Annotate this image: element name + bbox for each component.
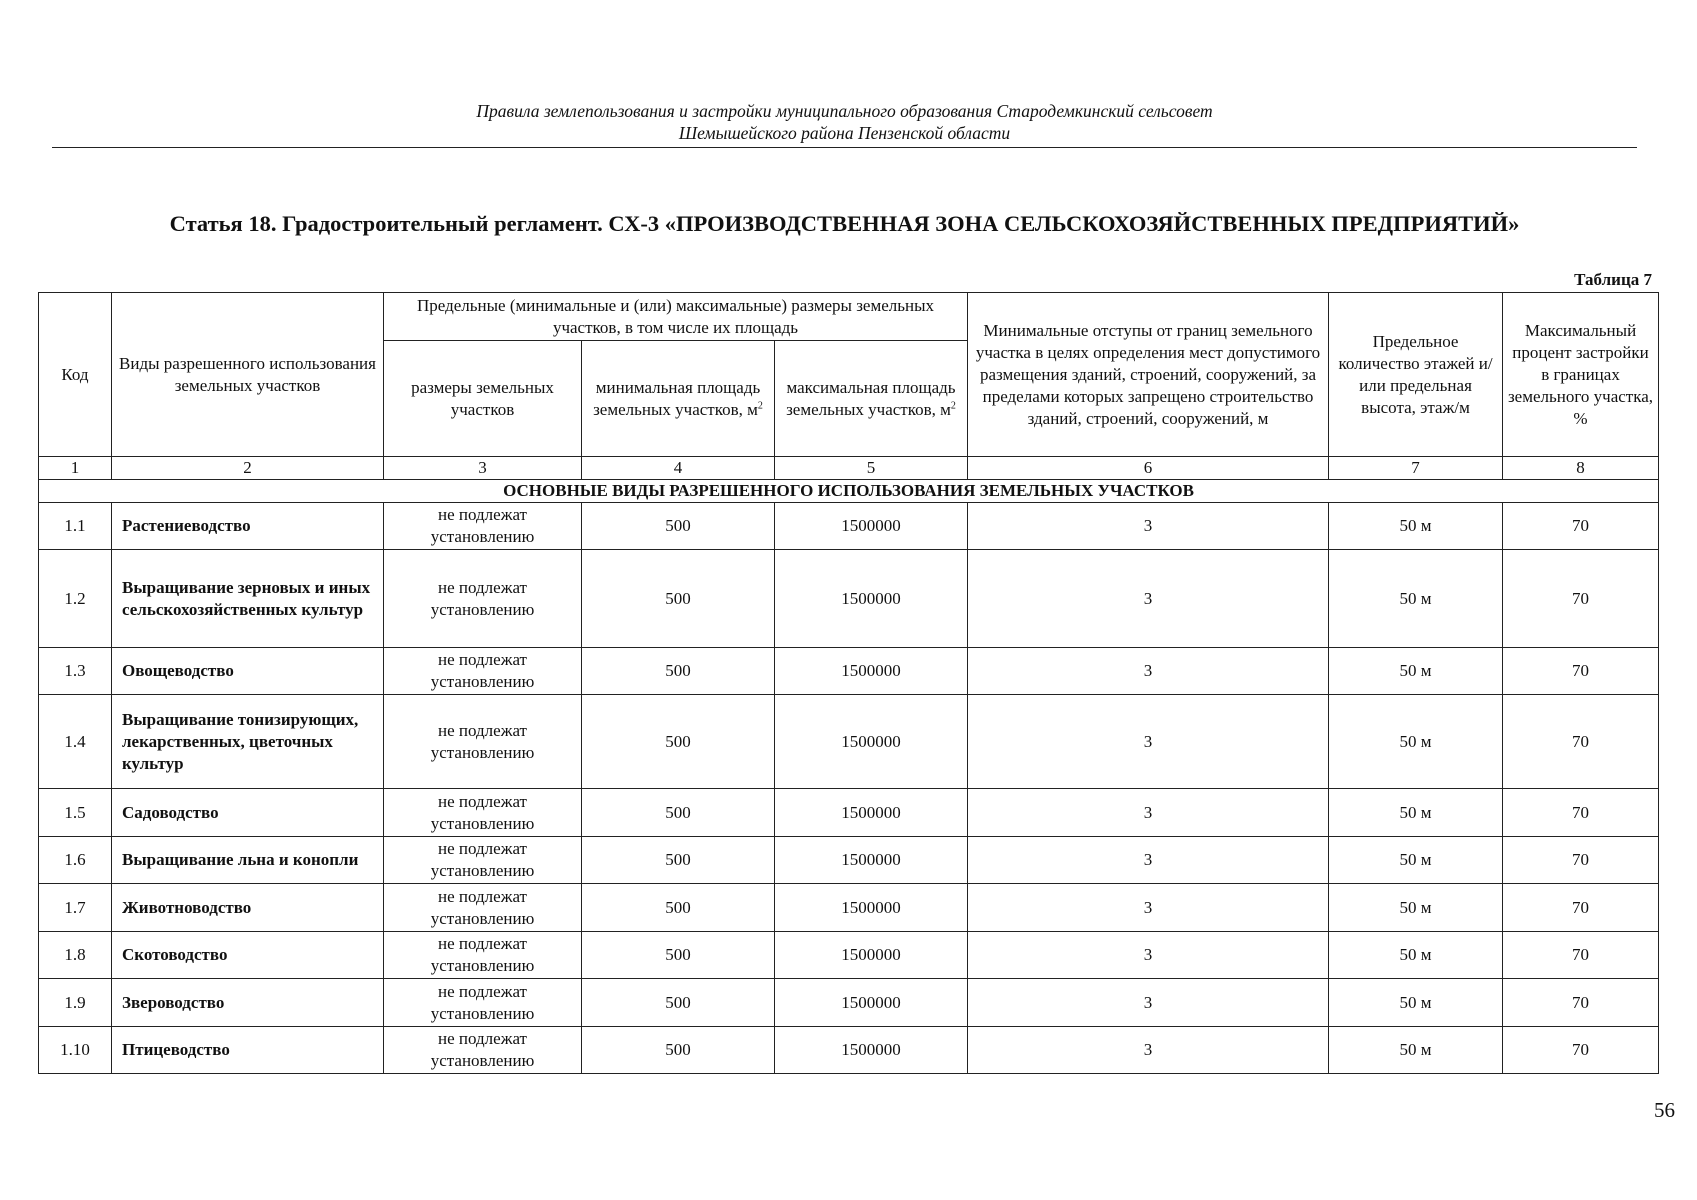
- row-setback: 3: [968, 503, 1329, 550]
- row-min-area: 500: [582, 837, 775, 884]
- row-sizes: не подлежат установлению: [384, 648, 582, 695]
- running-header-line-2: Шемышейского района Пензенской области: [678, 123, 1011, 143]
- row-max-area: 1500000: [775, 932, 968, 979]
- row-max-area: 1500000: [775, 648, 968, 695]
- row-name: Скотоводство: [112, 932, 384, 979]
- row-coverage: 70: [1503, 1027, 1659, 1074]
- column-number: 4: [582, 457, 775, 480]
- row-code: 1.6: [39, 837, 112, 884]
- header-max-area: [775, 341, 968, 457]
- row-sizes: не подлежат установлению: [384, 503, 582, 550]
- row-code: 1.4: [39, 695, 112, 789]
- running-header: [52, 100, 1637, 144]
- row-name: Звероводство: [112, 979, 384, 1027]
- row-code: 1.9: [39, 979, 112, 1027]
- row-setback: 3: [968, 550, 1329, 648]
- row-max-area: 1500000: [775, 837, 968, 884]
- row-code: 1.8: [39, 932, 112, 979]
- row-name: Выращивание льна и конопли: [112, 837, 384, 884]
- row-max-area: 1500000: [775, 884, 968, 932]
- header-row-1: [39, 293, 1659, 341]
- header-max-area-text: максимальная площадь земельных участков, м: [786, 377, 956, 419]
- table-row: [39, 884, 1659, 932]
- row-name: Выращивание тонизирующих, лекарственных, цветочных культур: [112, 695, 384, 789]
- row-sizes: не подлежат установлению: [384, 884, 582, 932]
- area-unit-superscript: 2: [950, 399, 956, 411]
- row-coverage: 70: [1503, 884, 1659, 932]
- row-setback: 3: [968, 932, 1329, 979]
- column-number: 3: [384, 457, 582, 480]
- row-sizes: не подлежат установлению: [384, 932, 582, 979]
- row-min-area: 500: [582, 648, 775, 695]
- row-setback: 3: [968, 789, 1329, 837]
- header-plot-sizes: размеры земельных участков: [384, 341, 582, 457]
- row-sizes: не подлежат установлению: [384, 1027, 582, 1074]
- table-row: [39, 837, 1659, 884]
- row-min-area: 500: [582, 884, 775, 932]
- row-sizes: не подлежат установлению: [384, 979, 582, 1027]
- row-setback: 3: [968, 695, 1329, 789]
- row-name: Выращивание зерновых и иных сельскохозяйственных культур: [112, 550, 384, 648]
- header-setbacks: Минимальные отступы от границ земельного участка в целях определения мест допустимого размещения зданий, строений, сооружений, за пределами которых запрещено строительство зданий, строений, сооружений, м: [968, 293, 1329, 457]
- row-code: 1.3: [39, 648, 112, 695]
- row-min-area: 500: [582, 932, 775, 979]
- row-max-area: 1500000: [775, 979, 968, 1027]
- table-row: [39, 503, 1659, 550]
- section-title: ОСНОВНЫЕ ВИДЫ РАЗРЕШЕННОГО ИСПОЛЬЗОВАНИЯ ЗЕМЕЛЬНЫХ УЧАСТКОВ: [39, 480, 1659, 503]
- row-min-area: 500: [582, 789, 775, 837]
- row-setback: 3: [968, 648, 1329, 695]
- section-row: [39, 480, 1659, 503]
- running-header-line-1: Правила землепользования и застройки муниципального образования Стародемкинский сельсовет: [476, 101, 1213, 121]
- table-row: [39, 932, 1659, 979]
- column-number: 8: [1503, 457, 1659, 480]
- table-row: [39, 550, 1659, 648]
- row-setback: 3: [968, 979, 1329, 1027]
- row-min-area: 500: [582, 695, 775, 789]
- row-floors: 50 м: [1329, 550, 1503, 648]
- column-number: 1: [39, 457, 112, 480]
- row-setback: 3: [968, 837, 1329, 884]
- column-number: 7: [1329, 457, 1503, 480]
- row-min-area: 500: [582, 503, 775, 550]
- row-coverage: 70: [1503, 837, 1659, 884]
- row-sizes: не подлежат установлению: [384, 550, 582, 648]
- row-code: 1.1: [39, 503, 112, 550]
- row-coverage: 70: [1503, 503, 1659, 550]
- column-number: 2: [112, 457, 384, 480]
- row-sizes: не подлежат установлению: [384, 695, 582, 789]
- row-floors: 50 м: [1329, 884, 1503, 932]
- row-max-area: 1500000: [775, 1027, 968, 1074]
- regulation-table: [38, 292, 1659, 1074]
- row-name: Растениеводство: [112, 503, 384, 550]
- table-row: [39, 648, 1659, 695]
- row-code: 1.5: [39, 789, 112, 837]
- column-number: 5: [775, 457, 968, 480]
- table-row: [39, 695, 1659, 789]
- row-floors: 50 м: [1329, 979, 1503, 1027]
- row-coverage: 70: [1503, 932, 1659, 979]
- row-floors: 50 м: [1329, 932, 1503, 979]
- row-setback: 3: [968, 1027, 1329, 1074]
- header-coverage: Максимальный процент застройки в границах земельного участка, %: [1503, 293, 1659, 457]
- row-floors: 50 м: [1329, 503, 1503, 550]
- header-divider: [52, 147, 1637, 148]
- row-floors: 50 м: [1329, 837, 1503, 884]
- row-max-area: 1500000: [775, 503, 968, 550]
- row-code: 1.2: [39, 550, 112, 648]
- row-max-area: 1500000: [775, 695, 968, 789]
- row-max-area: 1500000: [775, 789, 968, 837]
- row-name: Овощеводство: [112, 648, 384, 695]
- row-sizes: не подлежат установлению: [384, 837, 582, 884]
- row-min-area: 500: [582, 550, 775, 648]
- page-number: 56: [1654, 1098, 1675, 1122]
- column-number: 6: [968, 457, 1329, 480]
- article-title: Статья 18. Градостроительный регламент. СХ-3 «ПРОИЗВОДСТВЕННАЯ ЗОНА СЕЛЬСКОХОЗЯЙСТВЕННЫХ ПРЕДПРИЯТИЙ»: [169, 211, 1520, 236]
- table-label: Таблица 7: [1574, 270, 1652, 289]
- column-number-row: [39, 457, 1659, 480]
- row-max-area: 1500000: [775, 550, 968, 648]
- row-floors: 50 м: [1329, 1027, 1503, 1074]
- row-code: 1.10: [39, 1027, 112, 1074]
- row-name: Птицеводство: [112, 1027, 384, 1074]
- area-unit-superscript: 2: [757, 399, 763, 411]
- row-coverage: 70: [1503, 695, 1659, 789]
- row-floors: 50 м: [1329, 648, 1503, 695]
- table-row: [39, 979, 1659, 1027]
- row-name: Животноводство: [112, 884, 384, 932]
- header-use-types: Виды разрешенного использования земельных участков: [112, 293, 384, 457]
- header-floors: Предельное количество этажей и/или предельная высота, этаж/м: [1329, 293, 1503, 457]
- header-plot-limits-group: Предельные (минимальные и (или) максимальные) размеры земельных участков, в том числе их площадь: [384, 293, 968, 341]
- row-coverage: 70: [1503, 648, 1659, 695]
- table-row: [39, 789, 1659, 837]
- row-coverage: 70: [1503, 789, 1659, 837]
- row-min-area: 500: [582, 1027, 775, 1074]
- row-coverage: 70: [1503, 550, 1659, 648]
- row-sizes: не подлежат установлению: [384, 789, 582, 837]
- table-row: [39, 1027, 1659, 1074]
- header-min-area: [582, 341, 775, 457]
- row-floors: 50 м: [1329, 695, 1503, 789]
- row-min-area: 500: [582, 979, 775, 1027]
- row-coverage: 70: [1503, 979, 1659, 1027]
- row-floors: 50 м: [1329, 789, 1503, 837]
- row-code: 1.7: [39, 884, 112, 932]
- row-setback: 3: [968, 884, 1329, 932]
- header-min-area-text: минимальная площадь земельных участков, м: [593, 377, 761, 419]
- row-name: Садоводство: [112, 789, 384, 837]
- header-code: Код: [39, 293, 112, 457]
